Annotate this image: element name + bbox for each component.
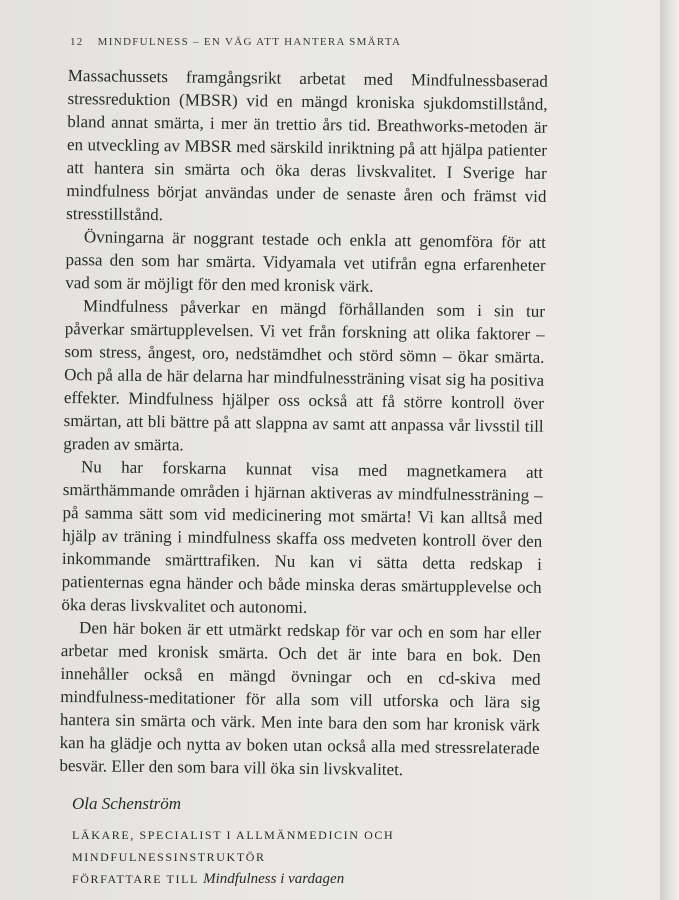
book-title: Mindfulness i vardagen [203, 871, 345, 887]
author-name: Ola Schenström [72, 794, 182, 813]
page-number: 12 [70, 36, 84, 48]
author-title-line [72, 868, 542, 890]
page-edge [660, 0, 679, 900]
author-signature [72, 794, 542, 890]
paragraph: Massachussets framgångsrikt arbetat med Mindfulnessbaserad stressreduktion (MBSR) vid en mängd kroniska sjukdomstillstånd, bland annat smärta, i mer än trettio års tid. Breathworks-metoden är en utveckling av MBSR med särskild inriktning på att hjälpa patienter att hantera sin smärta och öka deras livskvalitet. I Sverige har mindfulness börjat användas under de senaste åren och främst vid stresstillstånd. [66, 65, 548, 225]
running-title: MINDFULNESS – EN VÄG ATT HANTERA SMÄRTA [97, 36, 402, 48]
author-title-prefix: FÖRFATTARE TILL [72, 872, 199, 886]
body-text [59, 64, 548, 783]
author-title-line: LÄKARE, SPECIALIST I ALLMÄNMEDICIN OCH [72, 828, 395, 842]
paragraph: Nu har forskarna kunnat visa med magnetkamera att smärthämmande områden i hjärnan aktiveras av mindfulnessträning – på samma sätt som vid medicinering mot smärta! Vi kan alltså med hjälp av träning i mindfulness skaffa oss medveten kontroll över den inkommande smärttrafiken. Nu kan vi sätta detta redskap i patienternas egna händer och både minska deras smärtupplevelse och öka deras livskvalitet och autonomi. [61, 457, 544, 617]
paragraph: Mindfulness påverkar en mängd förhållanden som i sin tur påverkar smärtupplevelsen. Vi vet från forskning att olika faktorer – som stress, ångest, oro, nedstämdhet och störd sömn – ökar smärta. Och på alla de här delarna har mindfulnessträning visat sig ha positiva effekter. Mindfulness hjälper oss också att få större kontroll över smärtan, att bli bättre på att slappna av samt att anpassa vår livsstil till graden av smärta. [63, 296, 546, 455]
author-title-line: MINDFULNESSINSTRUKTÖR [72, 850, 266, 864]
running-header [70, 36, 401, 48]
paragraph: Övningarna är noggrant testade och enkla att genomföra för att passa den som har smärta. Vidyamala vet utifrån egna erfarenheter vad som är möjligt för den med kronisk värk. [65, 227, 546, 296]
paragraph: Den här boken är ett utmärkt redskap för var och en som har eller arbetar med kronisk smärta. Och det är inte bara en bok. Den innehåller också en mängd övningar och en cd-skiva med mindfulness-meditationer för alla som vill utforska och lära sig hantera sin smärta och värk. Men inte bara den som har kronisk värk kan ha glädje och nytta av boken utan också alla med stressrelaterade besvär. Eller den som bara vill öka sin livskvalitet. [59, 618, 542, 780]
